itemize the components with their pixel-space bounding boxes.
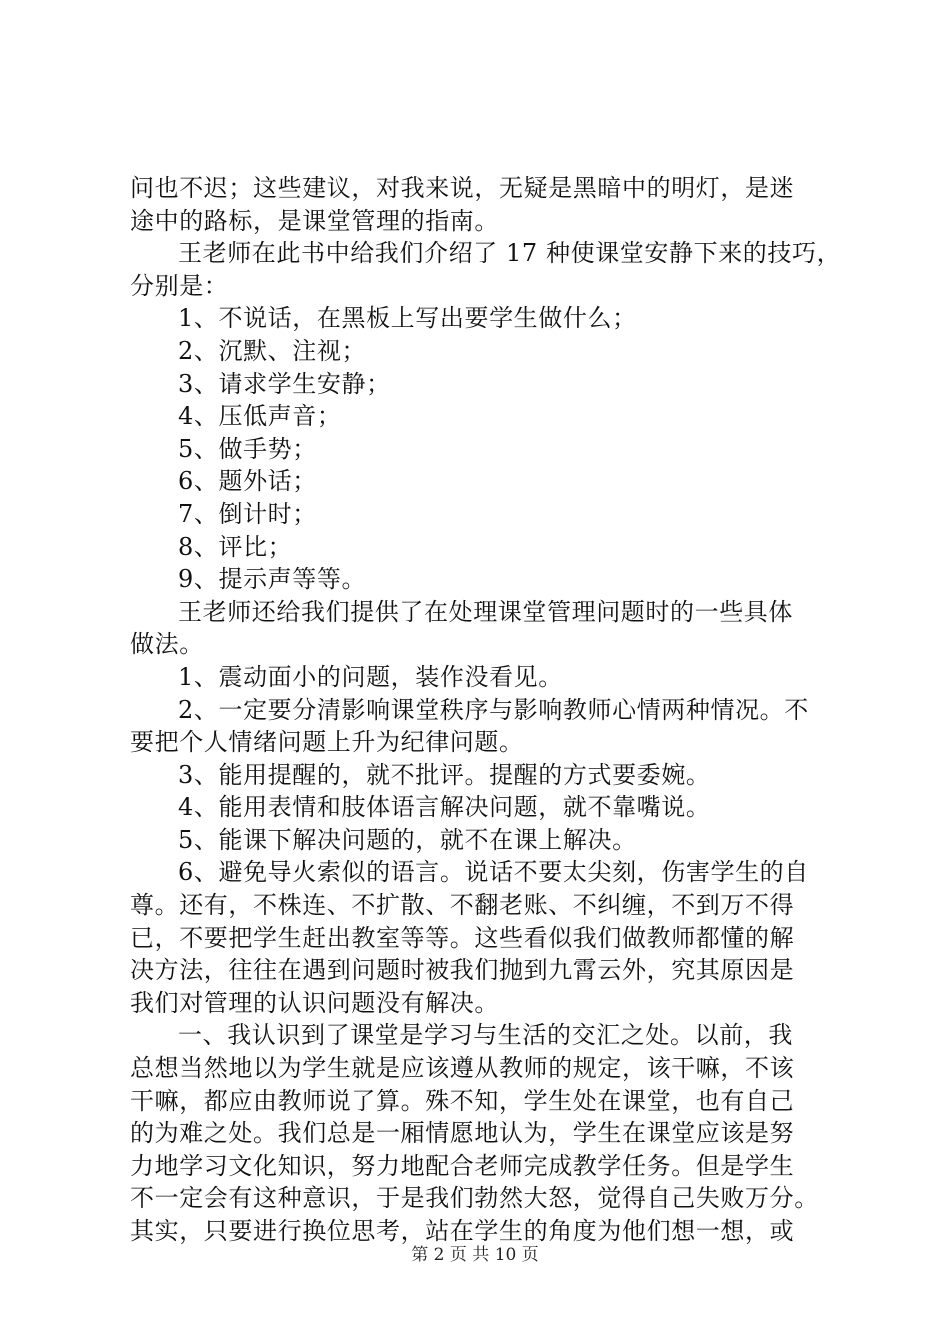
page-number-label: 第 2 页 共 10 页 [411, 1245, 539, 1265]
text-line: 决方法，往往在遇到问题时被我们抛到九霄云外，究其原因是 [130, 956, 795, 985]
text-line: 9、提示声等等。 [178, 565, 367, 594]
text-line: 王老师还给我们提供了在处理课堂管理问题时的一些具体 [178, 597, 793, 626]
text-line: 尊。还有，不株连、不扩散、不翻老账、不纠缠，不到万不得 [130, 891, 795, 920]
text-line: 做法。 [130, 630, 204, 659]
text-line: 干嘛，都应由教师说了算。殊不知，学生处在课堂，也有自己 [130, 1086, 795, 1115]
text-line: 4、压低声音； [178, 402, 342, 431]
text-line: 力地学习文化知识，努力地配合老师完成教学任务。但是学生 [130, 1151, 795, 1180]
text-line: 4、能用表情和肢体语言解决问题，就不靠嘴说。 [178, 793, 711, 822]
text-line: 5、做手势； [178, 434, 317, 463]
text-line: 2、一定要分清影响课堂秩序与影响教师心情两种情况。不 [178, 695, 809, 724]
text-line: 6、避免导火索似的语言。说话不要太尖刻，伤害学生的自 [178, 858, 809, 887]
text-line: 途中的路标，是课堂管理的指南。 [130, 206, 499, 235]
text-line: 5、能课下解决问题的，就不在课上解决。 [178, 825, 637, 854]
page-footer [0, 1244, 950, 1266]
text-line: 6、题外话； [178, 467, 317, 496]
text-line: 分别是： [130, 271, 229, 300]
text-line: 3、能用提醒的，就不批评。提醒的方式要委婉。 [178, 760, 711, 789]
text-line: 已，不要把学生赶出教室等等。这些看似我们做教师都懂的解 [130, 923, 795, 952]
text-line: 2、沉默、注视； [178, 336, 367, 365]
text-line: 7、倒计时； [178, 499, 317, 528]
text-line: 1、震动面小的问题，装作没看见。 [178, 662, 563, 691]
text-line: 其实，只要进行换位思考，站在学生的角度为他们想一想，或 [130, 1217, 795, 1245]
text-line: 的为难之处。我们总是一厢情愿地认为，学生在课堂应该是努 [130, 1119, 795, 1148]
text-line: 问也不迟；这些建议，对我来说，无疑是黑暗中的明灯，是迷 [130, 174, 795, 202]
text-line: 3、请求学生安静； [178, 369, 391, 398]
text-line: 一、我认识到了课堂是学习与生活的交汇之处。以前，我 [178, 1021, 793, 1050]
document-body [130, 172, 842, 1248]
text-line: 我们对管理的认识问题没有解决。 [130, 988, 499, 1017]
text-line: 总想当然地以为学生就是应该遵从教师的规定，该干嘛，不该 [130, 1054, 795, 1083]
text-line: 1、不说话，在黑板上写出要学生做什么； [178, 304, 637, 333]
text-line: 王老师在此书中给我们介绍了 17 种使课堂安静下来的技巧， [178, 239, 842, 268]
text-line: 不一定会有这种意识，于是我们勃然大怒，觉得自己失败万分。 [130, 1184, 819, 1213]
text-line: 要把个人情绪问题上升为纪律问题。 [130, 728, 524, 757]
text-line: 8、评比； [178, 532, 293, 561]
